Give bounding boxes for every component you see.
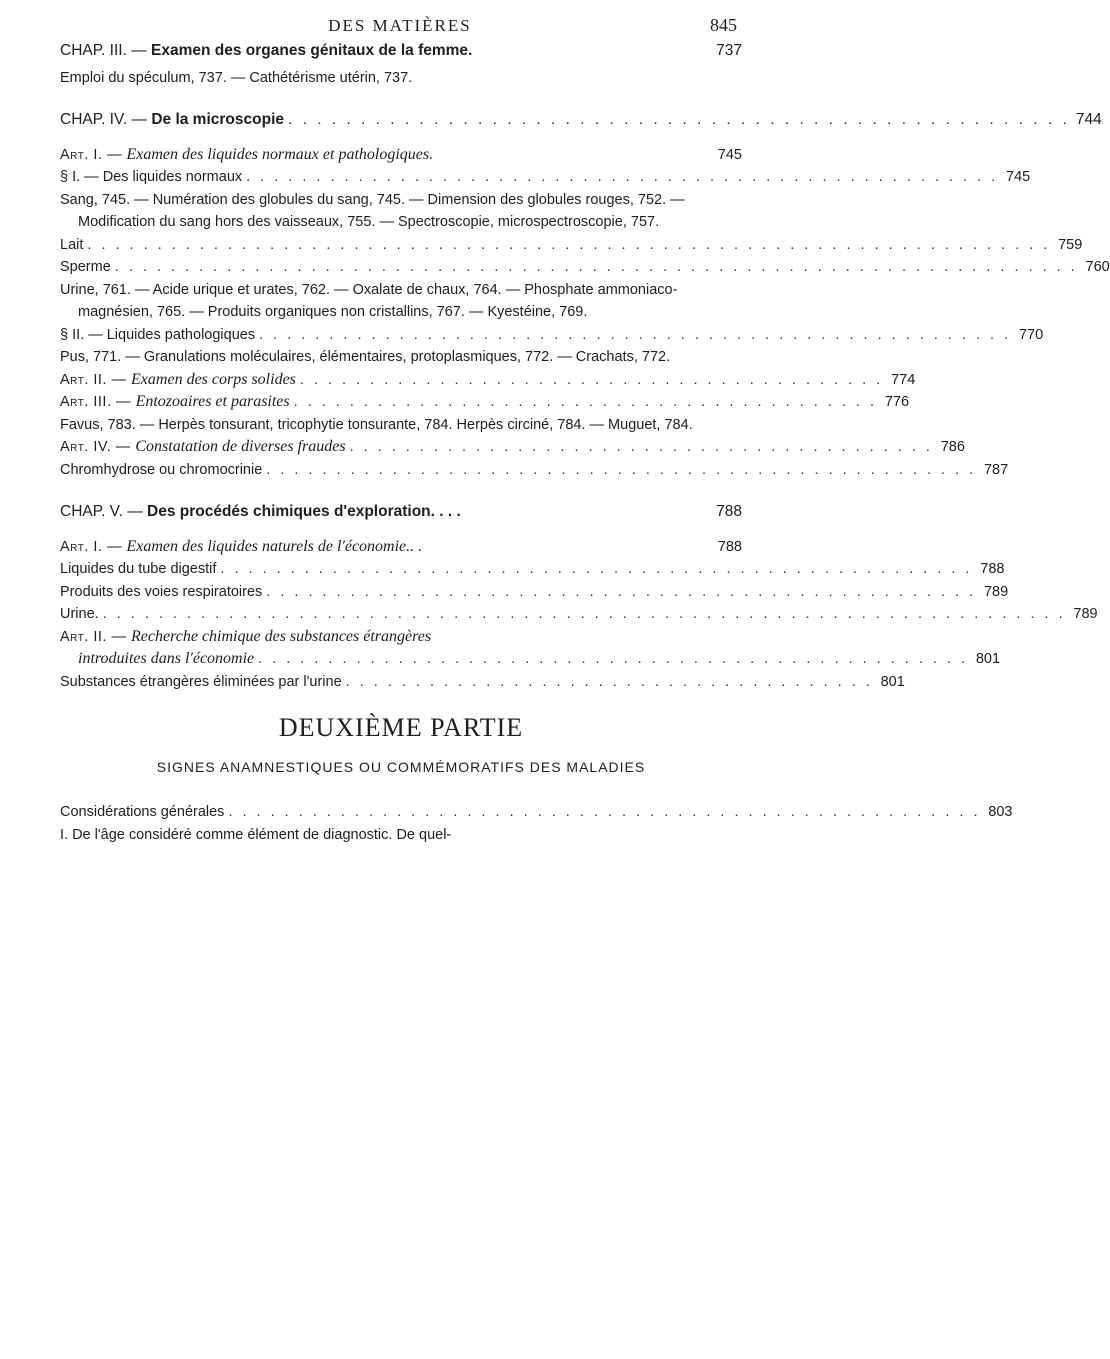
toc-entry-chap4 xyxy=(60,109,1102,132)
chap-title: Examen des organes génitaux de la femme. xyxy=(151,42,473,59)
art-label: Art. I. — xyxy=(60,146,127,163)
toc-entry-art6-cont xyxy=(60,648,1001,671)
page-ref: 789 xyxy=(1073,606,1098,622)
art-title: Examen des corps solides xyxy=(131,370,296,388)
toc-paragraph-sang: Sang, 745. — Numération des globules du sang, 745. — Dimension des globules rouges, 752. — Modification du sang hors des vaisseaux, 755. — Spectroscopie, microspectroscopie, 757. xyxy=(60,191,685,230)
toc-subline: Emploi du spéculum, 737. — Cathétérisme utérin, 737. xyxy=(60,69,413,86)
leader-dots: . . . . . . . . . . . . . . . . . . . . . . . . . . . . . . . . . . . . . . . . . . . . . . . . . . . . . . xyxy=(246,169,999,185)
art-label: Art. II. — xyxy=(60,628,132,645)
page-ref: 770 xyxy=(1018,326,1044,343)
toc-last-line: I. De l'âge considéré comme élément de diagnostic. De quel- xyxy=(60,826,452,843)
chap-label: CHAP. V. — xyxy=(60,503,148,520)
page-ref: 803 xyxy=(988,804,1013,820)
leader-dots: . . . . . . . . . . . . . . . . . . . . . . . . . . . . . . . . . . . . . . . . . . . . . . . . . . . xyxy=(266,461,977,478)
leader-dots: . . . . . . . . . . . . . . . . . . . . . . . . . . . . . . . . . . . . . . . . . . xyxy=(293,394,878,410)
toc-entry-art3 xyxy=(60,391,910,414)
chap-title: Des procédés chimiques d'exploration. . . . xyxy=(147,503,461,520)
page-ref: 786 xyxy=(940,439,965,455)
leader-dots: . . . . . . . . . . . . . . . . . . . . . . . . . . . . . . . . . . . . . . . . . . . . . . . . . . . . . . . . . . . . . . . . . . . . . xyxy=(102,606,1066,622)
running-header xyxy=(0,10,800,40)
toc-entry-chrom xyxy=(60,459,1009,482)
toc-entry-s1 xyxy=(60,166,1031,189)
toc-paragraph-pus: Pus, 771. — Granulations moléculaires, élémentaires, protoplasmiques, 772. — Crachats, 772. xyxy=(60,349,671,365)
header-title: DES MATIÈRES xyxy=(328,16,472,35)
chap-label: CHAP. III. — xyxy=(60,42,152,59)
leader-dots: . . . . . . . . . . . . . . . . . . . . . . . . . . . . . . . . . . . . . . . . . . . . . . . . . . . . . . xyxy=(228,804,981,820)
art-label: Art. I. — xyxy=(60,538,127,555)
page-ref: 744 xyxy=(1075,111,1102,128)
entry-text: Urine. xyxy=(60,606,99,622)
toc-entry-liq xyxy=(60,558,1005,581)
toc-entry-sperme xyxy=(60,256,1110,279)
entry-text: Sperme xyxy=(60,259,111,275)
page-ref: 787 xyxy=(983,461,1009,478)
leader-dots: . . . . . . . . . . . . . . . . . . . . . . . . . . . . . . . . . . . . . . . . . . . . . . . . . . . . . . xyxy=(220,561,973,577)
page-ref: 788 xyxy=(980,561,1005,577)
page-ref: 776 xyxy=(884,394,910,410)
toc-entry-s2 xyxy=(60,324,1044,347)
entry-text: Lait xyxy=(60,236,84,253)
art-label: Art. IV. — xyxy=(60,439,136,455)
art-title: Entozoaires et parasites xyxy=(135,393,290,410)
page-ref: 801 xyxy=(880,673,905,690)
page-ref: 745 xyxy=(1006,169,1031,185)
chap-label: CHAP. IV. — xyxy=(60,111,152,128)
page-ref: 737 xyxy=(716,42,742,59)
page-ref: 759 xyxy=(1058,236,1083,253)
toc-entry-chap5 xyxy=(60,501,742,524)
toc-paragraph-urine: Urine, 761. — Acide urique et urates, 762. — Oxalate de chaux, 764. — Phosphate ammoniaco-magnésien, 765. — Produits organiques non cristallins, 767. — Kyestéine, 769. xyxy=(60,281,678,320)
toc-entry-prod xyxy=(60,581,1009,604)
art-title: Examen des liquides naturels de l'économie.. . xyxy=(126,537,423,555)
entry-text: Substances étrangères éliminées par l'urine xyxy=(60,673,342,690)
header-page-number: 845 xyxy=(710,15,737,35)
toc-entry-lait xyxy=(60,234,1083,257)
page-ref: 801 xyxy=(975,651,1001,667)
entry-text: Considérations générales xyxy=(60,804,225,820)
art-title-continued: introduites dans l'économie xyxy=(78,650,255,667)
art-title: Constatation de diverses fraudes xyxy=(135,438,346,455)
table-of-contents xyxy=(60,40,1110,846)
art-label: Art. II. — xyxy=(60,371,132,388)
entry-text: § II. — Liquides pathologiques xyxy=(60,326,256,343)
art-title: Examen des liquides normaux et pathologiques. xyxy=(126,145,434,163)
page-ref: 788 xyxy=(716,503,742,520)
part-title: DEUXIÈME PARTIE xyxy=(278,713,524,742)
part-subtitle: SIGNES ANAMNESTIQUES OU COMMÉMORATIFS DES MALADIES xyxy=(156,759,646,775)
entry-text: Produits des voies respiratoires xyxy=(60,583,263,600)
leader-dots: . . . . . . . . . . . . . . . . . . . . . . . . . . . . . . . . . . . . . . . . . . xyxy=(349,439,933,455)
toc-entry-art6 xyxy=(60,626,742,649)
entry-text: § I. — Des liquides normaux xyxy=(60,169,243,185)
leader-dots: . . . . . . . . . . . . . . . . . . . . . . . . . . . . . . . . . . . . . . . . . . . . . . . . . . . . . . . . . . . . . . . . . . . . . xyxy=(114,259,1078,275)
leader-dots: . . . . . . . . . . . . . . . . . . . . . . . . . . . . . . . . . . . . . . . . . . xyxy=(299,371,884,388)
leader-dots: . . . . . . . . . . . . . . . . . . . . . . . . . . . . . . . . . . . . . . . . . . . . . . . . . . . . . . . . . . . . . . . . . . . . . xyxy=(87,236,1051,253)
toc-entry-art1 xyxy=(60,144,742,167)
page-ref: 745 xyxy=(717,146,742,163)
entry-text: Liquides du tube digestif xyxy=(60,561,217,577)
page-ref: 788 xyxy=(717,538,742,555)
toc-entry-subst xyxy=(60,671,905,694)
page-ref: 760 xyxy=(1085,259,1110,275)
toc-entry-urine2 xyxy=(60,603,1098,626)
toc-entry-consid xyxy=(60,801,1013,824)
chap-title: De la microscopie xyxy=(151,111,284,128)
toc-entry-art2 xyxy=(60,369,916,392)
art-label: Art. III. — xyxy=(60,394,136,410)
toc-entry-art5 xyxy=(60,536,742,559)
leader-dots: . . . . . . . . . . . . . . . . . . . . . . . . . . . . . . . . . . . . . . . . . . . . . . . . . . . xyxy=(266,583,977,600)
leader-dots: . . . . . . . . . . . . . . . . . . . . . . . . . . . . . . . . . . . . . . xyxy=(345,673,873,690)
art-title: Recherche chimique des substances étrangères xyxy=(131,627,432,645)
leader-dots: . . . . . . . . . . . . . . . . . . . . . . . . . . . . . . . . . . . . . . . . . . . . . . . . . . . . . . xyxy=(259,326,1012,343)
toc-entry-art4 xyxy=(60,436,965,459)
page-ref: 789 xyxy=(983,583,1009,600)
toc-entry-chap3 xyxy=(60,40,742,63)
toc-paragraph-favus: Favus, 783. — Herpès tonsurant, tricophytie tonsurante, 784. Herpès circiné, 784. — Muguet, 784. xyxy=(60,416,693,433)
leader-dots: . . . . . . . . . . . . . . . . . . . . . . . . . . . . . . . . . . . . . . . . . . . . . . . . . . . . . . xyxy=(288,111,1070,128)
leader-dots: . . . . . . . . . . . . . . . . . . . . . . . . . . . . . . . . . . . . . . . . . . . . . . . . . . . xyxy=(258,651,969,667)
page-ref: 774 xyxy=(891,371,916,388)
entry-text: Chromhydrose ou chromocrinie xyxy=(60,461,263,478)
